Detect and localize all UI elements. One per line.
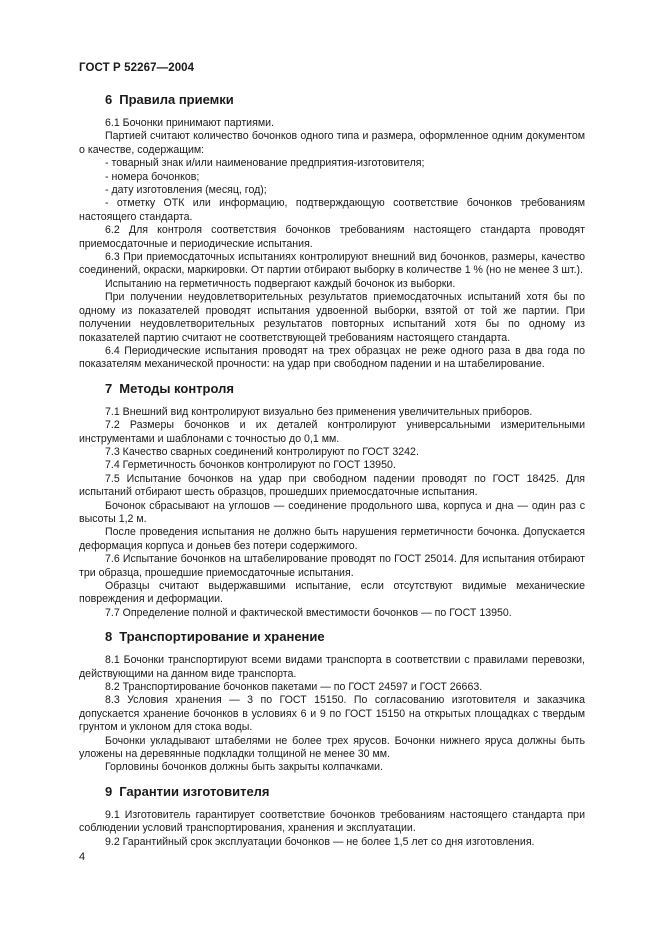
section-title: Правила приемки: [119, 92, 234, 107]
section-heading: [105, 92, 585, 108]
paragraph: 7.6 Испытание бочонков на штабелирование проводят по ГОСТ 25014. Для испытания отбирают три образца, прошедшие приемосдаточные испытания.: [79, 553, 585, 579]
paragraph: 6.2 Для контроля соответствия бочонков требованиям настоящего стандарта проводят приемосдаточные и периодические испытания.: [79, 224, 585, 250]
section-number: 6: [105, 92, 113, 107]
paragraph: 6.3 При приемосдаточных испытаниях контролируют внешний вид бочонков, размеры, качество соединений, окраски, маркировки. От партии отбирают выборку в количестве 1 % (но не менее 3 шт.).: [79, 251, 585, 277]
document-body: [79, 92, 585, 858]
paragraph: 7.4 Герметичность бочонков контролируют по ГОСТ 13950.: [105, 459, 396, 472]
section-title: Гарантии изготовителя: [119, 783, 270, 799]
paragraph: 9.2 Гарантийный срок эксплуатации бочонков — не более 1,5 лет со дня изготовления.: [105, 835, 535, 848]
section-number: 7: [105, 380, 113, 396]
paragraph: 7.1 Внешний вид контролируют визуально без применения увеличительных приборов.: [105, 405, 533, 418]
paragraph: Образцы считают выдержавшими испытание, если отсутствуют видимые механические повреждения и деформации.: [79, 580, 585, 606]
section-7: [79, 381, 585, 621]
paragraph: После проведения испытания не должно быть нарушения герметичности бочонка. Допускается деформация корпуса и доньев без потери содержимого.: [79, 526, 585, 552]
paragraph: 7.5 Испытание бочонков на удар при свободном падении проводят по ГОСТ 18425. Для испытаний отбирают шесть образцов, прошедших приемосдаточные испытания.: [79, 472, 585, 499]
paragraph: 8.2 Транспортирование бочонков пакетами — по ГОСТ 24597 и ГОСТ 26663.: [105, 681, 483, 694]
paragraph: Испытанию на герметичность подвергают каждый бочонок из выборки.: [105, 277, 456, 290]
paragraph: При получении неудовлетворительных результатов приемосдаточных испытаний хотя бы по одному из показателей проводят испытания удвоенной выборки, взятой от той же партии. При получении неудовлетворительных результатов повторных испытаний хотя бы по одному из показателей партию считают не соответствующей требованиям настоящего стандарта.: [79, 291, 585, 344]
section-heading: [105, 784, 585, 800]
section-title: Методы контроля: [119, 380, 234, 396]
paragraph: Партией считают количество бочонков одного типа и размера, оформленное одним документом о качестве, содержащим:: [79, 130, 585, 156]
section-8: [79, 629, 585, 775]
list-item: - дату изготовления (месяц, год);: [105, 184, 267, 197]
section-6: [79, 92, 585, 372]
section-number: 9: [105, 783, 113, 799]
paragraph: 8.1 Бочонки транспортируют всеми видами транспорта в соответствии с правилами перевозки, действующими на данном виде транспорта.: [79, 654, 585, 680]
paragraph: 7.2 Размеры бочонков и их деталей контролируют универсальными измерительными инструментами и шаблонами с точностью до 0,1 мм.: [79, 419, 585, 445]
list-item: - товарный знак и/или наименование предприятия-изготовителя;: [105, 157, 425, 170]
document-header: ГОСТ Р 52267—2004: [79, 62, 195, 74]
section-heading: [105, 629, 585, 645]
paragraph: 7.3 Качество сварных соединений контролируют по ГОСТ 3242.: [105, 445, 419, 458]
paragraph: Бочонок сбрасывают на углошов — соединение продольного шва, корпуса и дна — один раз с высоты 1,2 м.: [79, 499, 585, 525]
paragraph: 6.4 Периодические испытания проводят на трех образцах не реже одного раза в два года по показателям механической прочности: на удар при свободном падении и на штабелирование.: [79, 344, 585, 371]
paragraph: 9.1 Изготовитель гарантирует соответствие бочонков требованиям настоящего стандарта при соблюдении условий транспортирования, хранения и эксплуатации.: [79, 808, 585, 835]
paragraph: 7.7 Определение полной и фактической вместимости бочонков — по ГОСТ 13950.: [105, 606, 512, 619]
paragraph: Горловины бочонков должны быть закрыты колпачками.: [105, 761, 384, 774]
page-number: 4: [79, 851, 86, 863]
section-number: 8: [105, 629, 113, 645]
paragraph: 8.3 Условия хранения — 3 по ГОСТ 15150. По согласованию изготовителя и заказчика допускается хранение бочонков в условиях 6 и 9 по ГОСТ 15150 на открытых площадках с твердым грунтом и уклоном для стока воды.: [79, 694, 585, 734]
section-heading: [105, 381, 585, 397]
section-9: [79, 784, 585, 849]
section-title: Транспортирование и хранение: [119, 629, 325, 645]
list-item: - номера бочонков;: [105, 170, 200, 183]
list-item: - отметку ОТК или информацию, подтверждающую соответствие бочонков требованиям настоящего стандарта.: [79, 197, 585, 223]
paragraph: Бочонки укладывают штабелями не более трех ярусов. Бочонки нижнего яруса должны быть уложены на деревянные подкладки толщиной не менее 30 мм.: [79, 734, 585, 761]
paragraph: 6.1 Бочонки принимают партиями.: [105, 117, 274, 129]
